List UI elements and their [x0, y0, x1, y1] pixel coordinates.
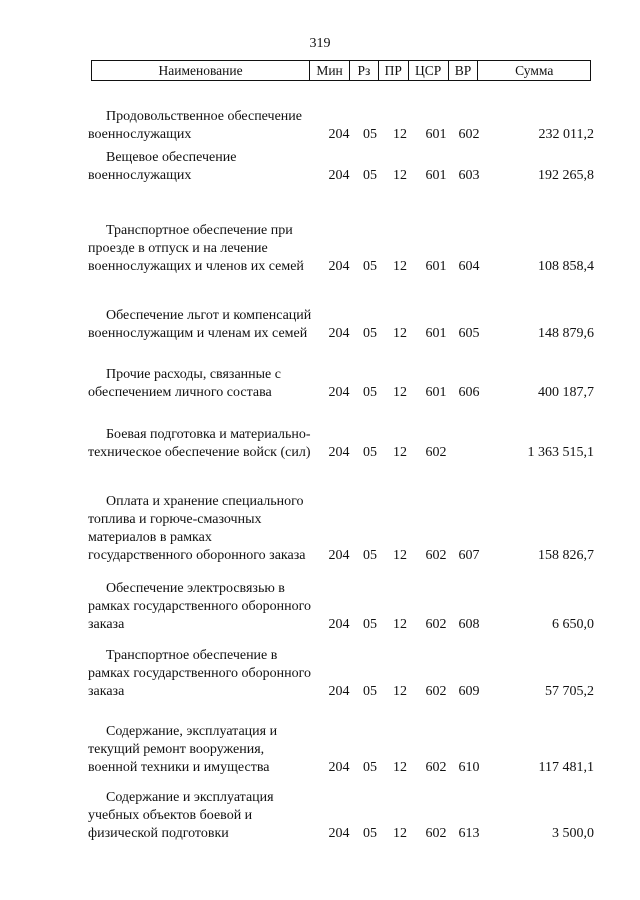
header-min: Мин: [309, 61, 349, 80]
row-min: 204: [328, 826, 350, 841]
page-number: 319: [309, 36, 331, 51]
row-pr: 12: [393, 760, 407, 775]
header-sum: Сумма: [477, 61, 590, 80]
row-csr: 602: [425, 617, 447, 632]
row-vr: 602: [458, 127, 480, 142]
row-name: Транспортное обеспечение в рамках государственного оборонного заказа: [88, 648, 312, 699]
row-rz: 05: [363, 326, 377, 341]
row-pr: 12: [393, 684, 407, 699]
row-rz: 05: [363, 168, 377, 183]
row-pr: 12: [393, 168, 407, 183]
row-sum: 1 363 515,1: [527, 445, 594, 460]
row-rz: 05: [363, 445, 377, 460]
table-row: [88, 723, 598, 777]
row-rz: 05: [363, 385, 377, 400]
table-row: [88, 580, 598, 634]
row-sum: 148 879,6: [538, 326, 594, 341]
row-rz: 05: [363, 617, 377, 632]
row-vr: 613: [458, 826, 480, 841]
row-csr: 601: [425, 385, 447, 400]
row-vr: 608: [458, 617, 480, 632]
row-vr: 603: [458, 168, 480, 183]
row-csr: 601: [425, 326, 447, 341]
row-rz: 05: [363, 826, 377, 841]
row-min: 204: [328, 617, 350, 632]
table-row: [88, 204, 598, 276]
row-csr: 602: [425, 445, 447, 460]
row-min: 204: [328, 168, 350, 183]
row-pr: 12: [393, 548, 407, 563]
row-min: 204: [328, 385, 350, 400]
row-min: 204: [328, 760, 350, 775]
row-sum: 117 481,1: [538, 760, 594, 775]
row-pr: 12: [393, 617, 407, 632]
row-pr: 12: [393, 385, 407, 400]
row-pr: 12: [393, 259, 407, 274]
row-name: Транспортное обеспечение при проезде в отпуск и на лечение военнослужащих и членов их семей: [88, 223, 304, 274]
row-min: 204: [328, 326, 350, 341]
row-csr: 601: [425, 259, 447, 274]
row-name: Вещевое обеспечение военнослужащих: [88, 150, 237, 183]
table-row: [88, 475, 598, 565]
header-rz: Рз: [349, 61, 378, 80]
row-csr: 602: [425, 548, 447, 563]
row-min: 204: [328, 445, 350, 460]
table-row: [88, 647, 598, 701]
row-csr: 601: [425, 127, 447, 142]
row-sum: 232 011,2: [538, 127, 594, 142]
header-pr: ПР: [378, 61, 408, 80]
row-sum: 6 650,0: [552, 617, 594, 632]
row-rz: 05: [363, 684, 377, 699]
row-name: Оплата и хранение специального топлива и горюче-смазочных материалов в рамках государственного оборонного заказа: [88, 494, 306, 563]
row-name: Прочие расходы, связанные с обеспечением личного состава: [88, 367, 281, 400]
row-rz: 05: [363, 259, 377, 274]
row-name: Обеспечение электросвязью в рамках государственного оборонного заказа: [88, 581, 312, 632]
row-csr: 601: [425, 168, 447, 183]
row-pr: 12: [393, 445, 407, 460]
row-vr: 606: [458, 385, 480, 400]
table-row: [88, 789, 598, 843]
row-min: 204: [328, 259, 350, 274]
row-sum: 57 705,2: [545, 684, 594, 699]
row-pr: 12: [393, 127, 407, 142]
table-row: [88, 108, 598, 144]
row-name: Содержание и эксплуатация учебных объектов боевой и физической подготовки: [88, 790, 274, 841]
header-name: Наименование: [158, 62, 243, 78]
row-csr: 602: [425, 760, 447, 775]
row-sum: 108 858,4: [538, 259, 594, 274]
table-row: [88, 366, 598, 402]
table-row: [88, 289, 598, 343]
row-sum: 3 500,0: [552, 826, 594, 841]
row-name: Боевая подготовка и материально-техническое обеспечение войск (сил): [88, 427, 311, 460]
row-vr: 604: [458, 259, 480, 274]
row-name: Продовольственное обеспечение военнослужащих: [88, 109, 302, 142]
header-vr: ВР: [448, 61, 478, 80]
row-name: Обеспечение льгот и компенсаций военнослужащим и членам их семей: [88, 308, 312, 341]
row-csr: 602: [425, 684, 447, 699]
row-min: 204: [328, 127, 350, 142]
row-vr: 607: [458, 548, 480, 563]
row-pr: 12: [393, 326, 407, 341]
row-sum: 158 826,7: [538, 548, 594, 563]
row-vr: 609: [458, 684, 480, 699]
row-sum: 192 265,8: [538, 168, 594, 183]
row-rz: 05: [363, 127, 377, 142]
row-vr: 605: [458, 326, 480, 341]
row-rz: 05: [363, 760, 377, 775]
row-rz: 05: [363, 548, 377, 563]
row-pr: 12: [393, 826, 407, 841]
header-csr: ЦСР: [408, 61, 448, 80]
row-sum: 400 187,7: [538, 385, 594, 400]
table-row: [88, 149, 598, 185]
row-min: 204: [328, 684, 350, 699]
row-vr: 610: [458, 760, 480, 775]
row-name: Содержание, эксплуатация и текущий ремонт вооружения, военной техники и имущества: [88, 724, 278, 775]
row-csr: 602: [425, 826, 447, 841]
row-min: 204: [328, 548, 350, 563]
table-row: [88, 408, 598, 462]
